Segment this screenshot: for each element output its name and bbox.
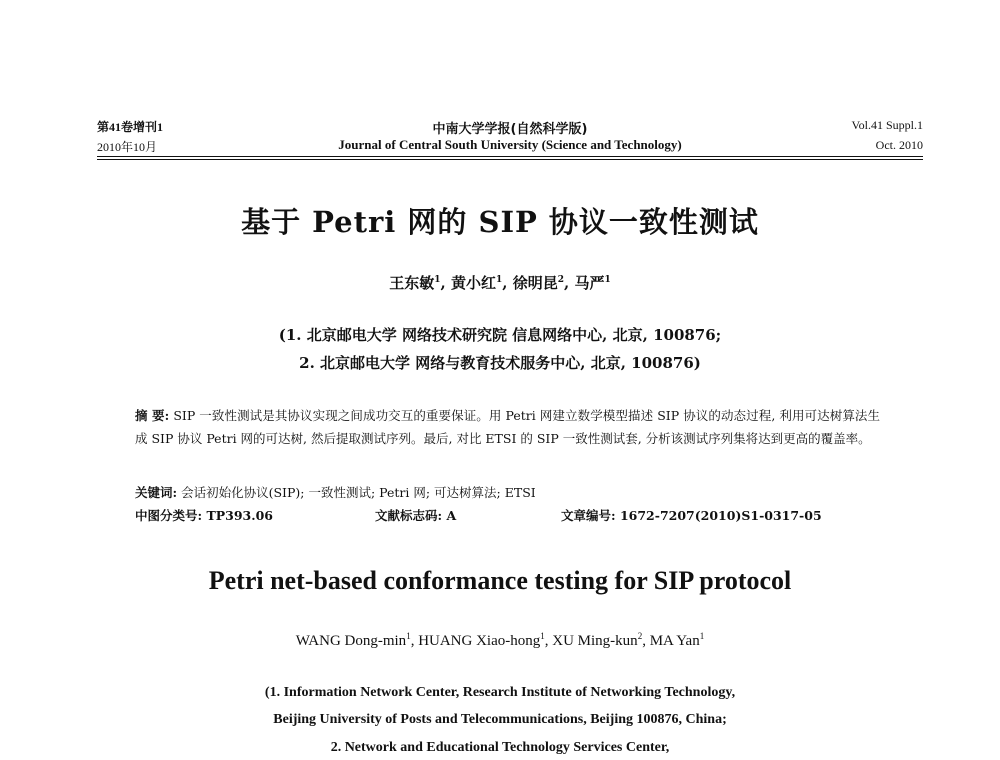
affiliation-en-1: (1. Information Network Center, Research Institute of Networking Technology, [264, 685, 736, 700]
journal-header [97, 118, 923, 160]
keywords-cn [135, 481, 880, 504]
author-affil-mark: 1 [496, 275, 503, 285]
author-affil-mark: 2 [557, 275, 564, 285]
author-affil-mark: 1 [434, 275, 441, 285]
affiliation-en-2: Beijing University of Posts and Telecommunications, Beijing 100876, China; [273, 712, 727, 727]
clc-number: 中图分类号: TP393.06 [135, 508, 274, 523]
volume-en: Vol.41 Suppl.1 [851, 118, 923, 132]
classification-line [135, 504, 880, 527]
author-separator: , [410, 633, 419, 649]
abstract-label: 摘 要: [135, 408, 170, 423]
paper-title-en: Petri net-based conformance testing for SIP protocol [208, 566, 792, 595]
paper-title-cn: 基于 Petri 网的 SIP 协议一致性测试 [241, 205, 759, 239]
affiliation-cn-1: (1. 北京邮电大学 网络技术研究院 信息网络中心, 北京, 100876; [278, 326, 722, 344]
author-en: XU Ming-kun [552, 633, 638, 649]
affiliation-en-3: 2. Network and Educational Technology Services Center, [330, 740, 670, 755]
author-separator: , [502, 274, 513, 292]
affiliation-cn-2: 2. 北京邮电大学 网络与教育技术服务中心, 北京, 100876) [299, 354, 701, 372]
author-cn: 黄小红 [450, 274, 496, 292]
volume-cn: 第41卷增刊1 [97, 120, 164, 134]
article-number: 文章编号: 1672-7207(2010)S1-0317-05 [561, 508, 822, 523]
author-affil-mark: 1 [540, 631, 545, 641]
journal-name-en: Journal of Central South University (Science and Technology) [338, 137, 682, 152]
date-cn: 2010年10月 [97, 140, 158, 154]
author-en: WANG Dong-min [295, 633, 407, 649]
author-affil-mark: 1 [406, 631, 411, 641]
author-cn: 王东敏 [389, 274, 435, 292]
author-en: HUANG Xiao-hong [418, 633, 541, 649]
date-en: Oct. 2010 [875, 138, 923, 152]
keywords-text: 会话初始化协议(SIP); 一致性测试; Petri 网; 可达树算法; ETSI [181, 485, 536, 500]
author-en: MA Yan [649, 633, 700, 649]
author-list-en [0, 633, 1000, 650]
author-separator: , [440, 274, 451, 292]
author-affil-mark: 1 [699, 631, 705, 641]
author-separator: , [564, 274, 575, 292]
journal-name-cn: 中南大学学报(自然科学版) [432, 122, 588, 137]
header-rule-top [97, 156, 923, 157]
author-separator: , [642, 633, 650, 649]
header-rule-bottom [97, 159, 923, 160]
keywords-label: 关键词: [135, 485, 178, 500]
author-cn: 马严 [574, 274, 605, 292]
author-separator: , [544, 633, 553, 649]
author-affil-mark: 2 [637, 631, 643, 641]
author-cn: 徐明昆 [512, 274, 558, 292]
author-list-cn [0, 272, 1000, 293]
document-code: 文献标志码: A [375, 508, 457, 523]
abstract-cn [135, 404, 880, 450]
author-affil-mark: 1 [604, 275, 611, 285]
abstract-text: SIP 一致性测试是其协议实现之间成功交互的重要保证。用 Petri 网建立数学模型描述 SIP 协议的动态过程, 利用可达树算法生成 SIP 协议 Petri 网的可达树, 然后提取测试序列。最后, 对比 ETSI 的 SIP 一致性测试套, 分析该测试序列集将达到更高的覆盖率。 [135, 408, 881, 446]
